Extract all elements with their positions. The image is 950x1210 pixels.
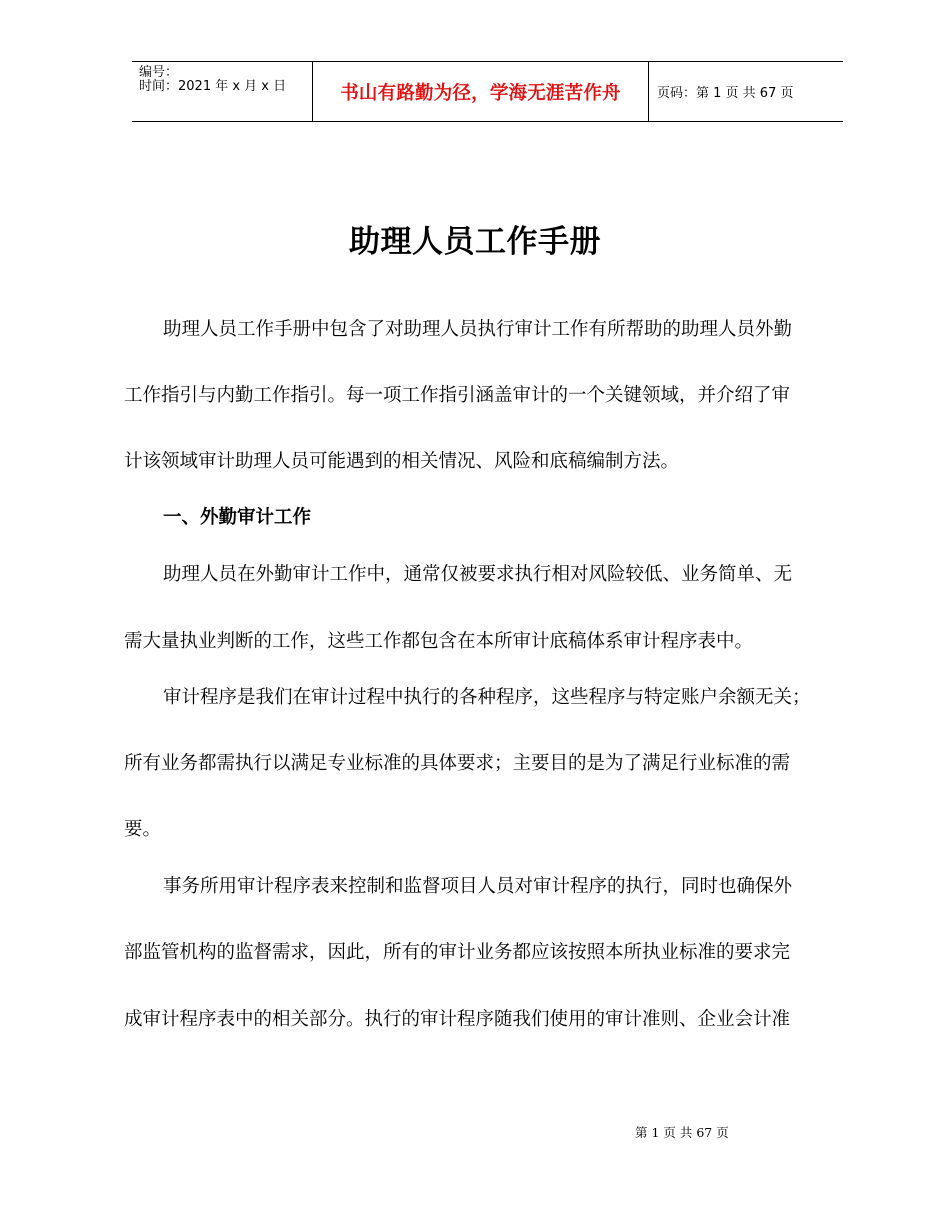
header-motto-cell [313, 62, 649, 121]
paragraph-line: 计该领域审计助理人员可能遇到的相关情况、风险和底稿编制方法。 [124, 451, 680, 472]
paragraph-line: 所有业务都需执行以满足专业标准的具体要求；主要目的是为了满足行业标准的需 [124, 753, 791, 774]
paragraph-line: 助理人员在外勤审计工作中，通常仅被要求执行相对风险较低、业务简单、无 [163, 564, 793, 585]
footer-page-number: 第 1 页 共 67 页 [635, 1125, 729, 1140]
document-date-label: 时间：2021 年 x 月 x 日 [139, 79, 287, 94]
paragraph-line: 事务所用审计程序表来控制和监督项目人员对审计程序的执行，同时也确保外 [163, 876, 793, 897]
paragraph-line: 助理人员工作手册中包含了对助理人员执行审计工作有所帮助的助理人员外勤 [163, 319, 793, 340]
header-page-cell [649, 62, 843, 121]
header-meta-cell [132, 62, 313, 121]
paragraph-line: 部监管机构的监督需求，因此，所有的审计业务都应该按照本所执业标准的要求完 [124, 942, 791, 963]
paragraph-line: 要。 [124, 819, 162, 840]
motto-text: 书山有路勤为径，学海无涯苦作舟 [340, 82, 621, 104]
paragraph-line: 工作指引与内勤工作指引。每一项工作指引涵盖审计的一个关键领域，并介绍了审 [124, 385, 791, 406]
document-header [132, 61, 843, 122]
paragraph-line: 需大量执业判断的工作，这些工作都包含在本所审计底稿体系审计程序表中。 [124, 631, 754, 652]
paragraph-line: 成审计程序表中的相关部分。执行的审计程序随我们使用的审计准则、企业会计准 [124, 1009, 791, 1030]
section-heading: 一、外勤审计工作 [163, 507, 312, 528]
paragraph-line: 审计程序是我们在审计过程中执行的各种程序，这些程序与特定账户余额无关； [163, 687, 811, 708]
header-page-info: 页码：第 1 页 共 67 页 [657, 86, 794, 101]
document-number-label: 编号： [139, 65, 179, 80]
document-title: 助理人员工作手册 [349, 224, 601, 260]
